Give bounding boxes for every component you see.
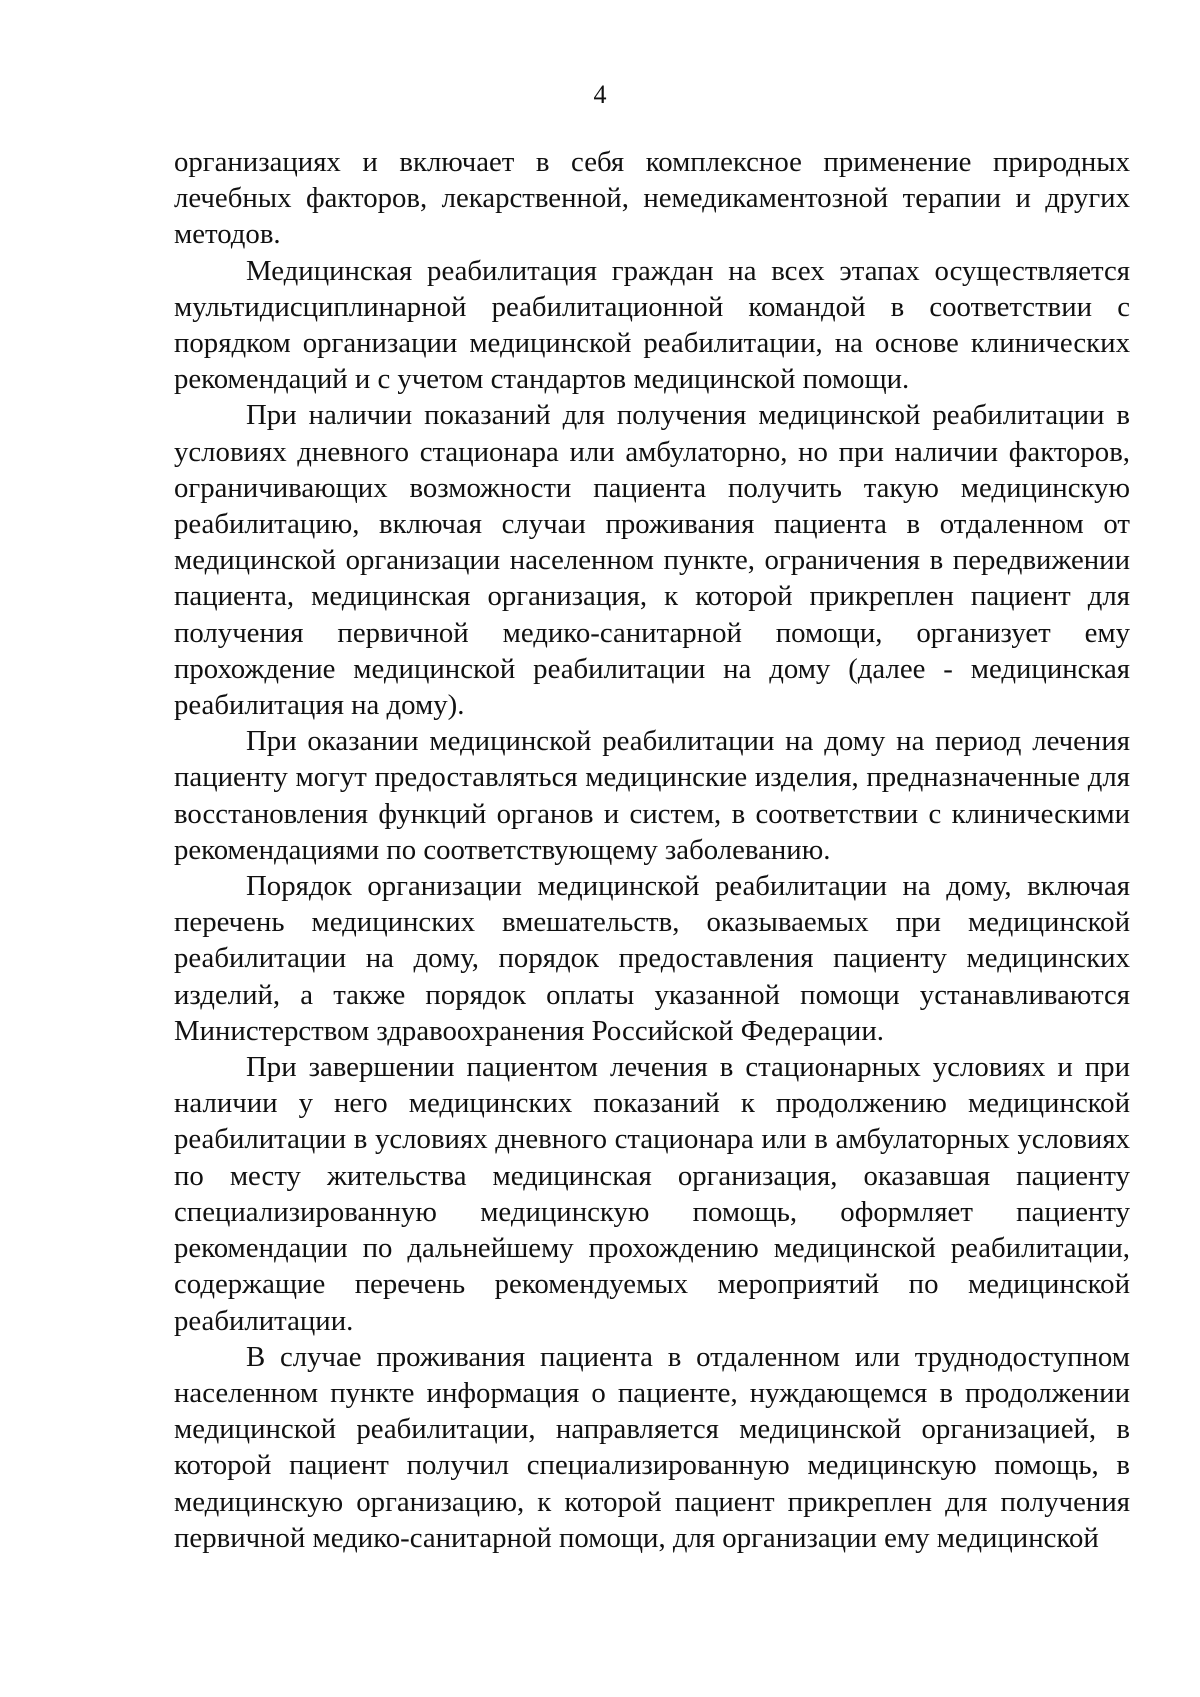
paragraph-medical-devices: При оказании медицинской реабилитации на дому на период лечения пациенту могут предоставляться медицинские изделия, предназначенные для восстановления функций органов и систем, в соответствии с клиническими рекомендациями по соответствующему заболеванию.	[174, 725, 1130, 866]
paragraph-continuation: организациях и включает в себя комплексное применение природных лечебных факторов, лекарственной, немедикаментозной терапии и других методов.	[174, 146, 1130, 251]
document-body	[174, 144, 1130, 1556]
paragraph-remote-settlement: В случае проживания пациента в отдаленном или труднодоступном населенном пункте информация о пациенте, нуждающемся в продолжении медицинской реабилитации, направляется медицинской организацией, в которой пациент получил специализированную медицинскую помощь, в медицинскую организацию, к которой пациент прикреплен для получения первичной медико-санитарной помощи, для организации ему медицинской	[174, 1340, 1130, 1554]
page-number: 4	[593, 80, 607, 109]
paragraph-multidisciplinary-team: Медицинская реабилитация граждан на всех этапах осуществляется мультидисциплинарной реабилитационной командой в соответствии с порядком организации медицинской реабилитации, на основе клинических рекомендаций и с учетом стандартов медицинской помощи.	[174, 254, 1130, 396]
paragraph-home-rehabilitation: При наличии показаний для получения медицинской реабилитации в условиях дневного стационара или амбулаторно, но при наличии факторов, ограничивающих возможности пациента получить такую медицинскую реабилитацию, включая случаи проживания пациента в отдаленном от медицинской организации населенном пункте, ограничения в передвижении пациента, медицинская организация, к которой прикреплен пациент для получения первичной медико-санитарной помощи, организует ему прохождение медицинской реабилитации на дому (далее - медицинская реабилитация на дому).	[174, 399, 1130, 722]
paragraph-procedure-order: Порядок организации медицинской реабилитации на дому, включая перечень медицинских вмешательств, оказываемых при медицинской реабилитации на дому, порядок предоставления пациенту медицинских изделий, а также порядок оплаты указанной помощи устанавливаются Министерством здравоохранения Российской Федерации.	[174, 870, 1130, 1047]
paragraph-inpatient-completion: При завершении пациентом лечения в стационарных условиях и при наличии у него медицинских показаний к продолжению медицинской реабилитации в условиях дневного стационара или в амбулаторных условиях по месту жительства медицинская организация, оказавшая пациенту специализированную медицинскую помощь, оформляет пациенту рекомендации по дальнейшему прохождению медицинской реабилитации, содержащие перечень рекомендуемых мероприятий по медицинской реабилитации.	[174, 1051, 1130, 1337]
